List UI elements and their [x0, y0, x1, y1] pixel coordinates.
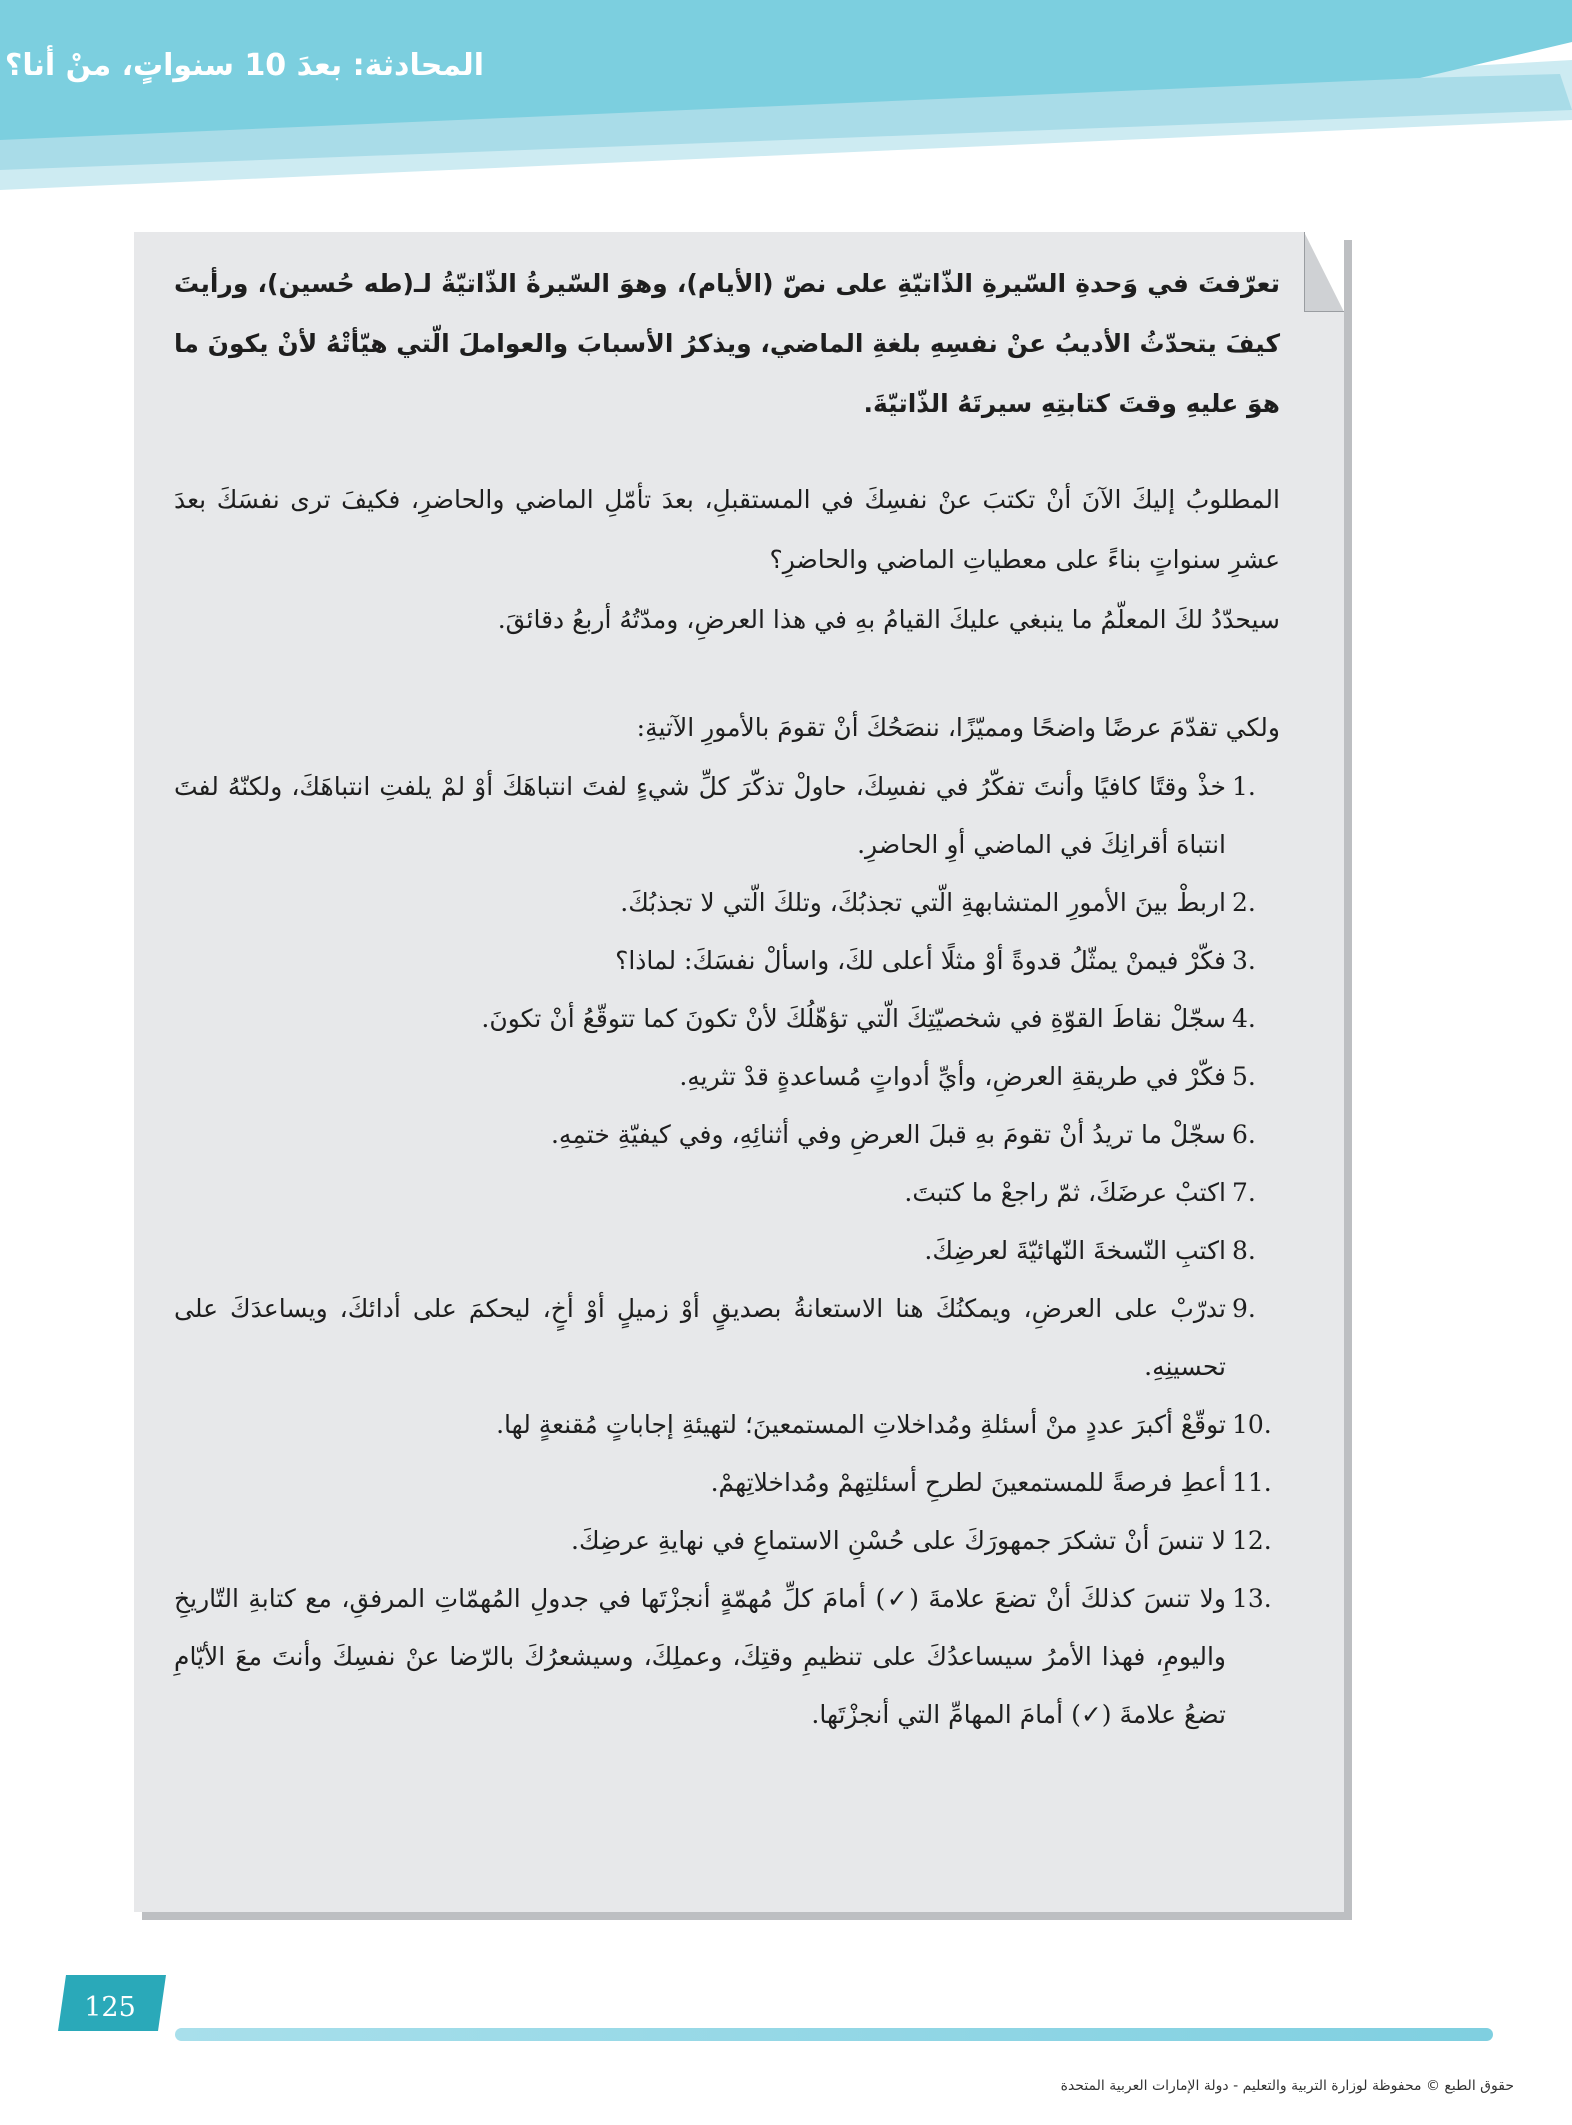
step-item [174, 1164, 1280, 1222]
step-number: 9. [1232, 1294, 1256, 1323]
step-item [174, 1512, 1280, 1570]
step-number: 8. [1232, 1236, 1256, 1265]
step-number: 5. [1232, 1062, 1256, 1091]
step-text: تدرّبْ على العرضِ، ويمكنُكَ هنا الاستعانةُ بصديقٍ أوْ زميلٍ أوْ أخٍ، ليحكمَ على أدائكَ، ويساعدَكَ على تحسينِهِ. [174, 1294, 1226, 1381]
step-number: 3. [1232, 946, 1256, 975]
footer-bar [175, 2028, 1493, 2041]
spacer [174, 650, 1280, 698]
step-number: 13. [1232, 1584, 1272, 1613]
step-text: فكّرْ في طريقةِ العرضِ، وأيِّ أدواتٍ مُساعدةٍ قدْ تثريهِ. [679, 1062, 1226, 1091]
step-text: أعطِ فرصةً للمستمعينَ لطرحِ أسئلتِهمْ ومُداخلاتِهمْ. [710, 1468, 1226, 1497]
banner-shape [0, 0, 1572, 200]
step-item [174, 1454, 1280, 1512]
page-fold-icon [1304, 232, 1344, 312]
step-text: سجّلْ ما تريدُ أنْ تقومَ بهِ قبلَ العرضِ وفي أثنائِهِ، وفي كيفيّةِ ختمِهِ. [550, 1120, 1226, 1149]
step-number: 2. [1232, 888, 1256, 917]
copyright-text: حقوق الطبع © محفوظة لوزارة التربية والتعليم - دولة الإمارات العربية المتحدة [1060, 2078, 1514, 2094]
header-banner [0, 0, 1572, 200]
steps-list [174, 758, 1280, 1744]
step-number: 10. [1232, 1410, 1272, 1439]
step-item [174, 990, 1280, 1048]
step-item [174, 1396, 1280, 1454]
step-number: 7. [1232, 1178, 1256, 1207]
step-item [174, 1048, 1280, 1106]
step-text: خذْ وقتًا كافيًا وأنتَ تفكّرُ في نفسِكَ، حاولْ تذكّرَ كلِّ شيءٍ لفتَ انتباهَكَ أوْ لمْ يلفتِ انتباهَكَ، ولكنّهُ لفتَ انتباهَ أقرانِكَ في الماضي أوِ الحاضرِ. [174, 772, 1226, 859]
advice-intro: ولكي تقدّمَ عرضًا واضحًا ومميّزًا، ننصَحُكَ أنْ تقومَ بالأمورِ الآتيةِ: [636, 713, 1280, 742]
step-number: 12. [1232, 1526, 1272, 1555]
step-text: ولا تنسَ كذلكَ أنْ تضعَ علامةَ (✓) أمامَ كلِّ مُهمّةٍ أنجزْتَها في جدولِ المُهمّاتِ المرفقِ، مع كتابةِ التّاريخِ واليومِ، فهذا الأمرُ سيساعدُكَ على تنظيمِ وقتِكَ، وعملِكَ، وسيشعرُكَ بالرّضا عنْ نفسِكَ وأنتَ معَ الأيّامِ تضعُ علامةَ (✓) أمامَ المهامِّ التي أنجزْتَها. [174, 1584, 1226, 1729]
task-paragraph: المطلوبُ إليكَ الآنَ أنْ تكتبَ عنْ نفسِكَ في المستقبلِ، بعدَ تأمّلِ الماضي والحاضرِ، فكيفَ ترى نفسَكَ بعدَ عشرِ سنواتٍ بناءً على معطياتِ الماضي والحاضرِ؟ [174, 485, 1280, 574]
step-text: لا تنسَ أنْ تشكرَ جمهورَكَ على حُسْنِ الاستماعِ في نهايةِ عرضِكَ. [571, 1526, 1226, 1555]
step-item [174, 932, 1280, 990]
step-item [174, 874, 1280, 932]
step-text: سجّلْ نقاطَ القوّةِ في شخصيّتِكَ الّتي تؤهّلُكَ لأنْ تكونَ كما تتوقّعُ أنْ تكونَ. [481, 1004, 1226, 1033]
step-number: 6. [1232, 1120, 1256, 1149]
teacher-note: سيحدّدُ لكَ المعلّمُ ما ينبغي عليكَ القيامُ بهِ في هذا العرضِ، ومدّتُهُ أربعُ دقائقَ. [497, 605, 1280, 634]
step-number: 11. [1232, 1468, 1272, 1497]
instruction-card [134, 232, 1344, 1912]
page-title: المحادثة: بعدَ 10 سنواتٍ، منْ أنا؟ [4, 48, 484, 83]
step-item [174, 1222, 1280, 1280]
step-number: 1. [1232, 772, 1256, 801]
step-item [174, 1106, 1280, 1164]
step-item [174, 758, 1280, 874]
intro-paragraph: تعرّفتَ في وَحدةِ السّيرةِ الذّاتيّةِ على نصّ (الأيام)، وهوَ السّيرةُ الذّاتيّةُ لـ(طه حُسين)، ورأيتَ كيفَ يتحدّثُ الأديبُ عنْ نفسِهِ بلغةِ الماضي، ويذكرُ الأسبابَ والعواملَ الّتي هيّأتْهُ لأنْ يكونَ ما هوَ عليهِ وقتَ كتابتِهِ سيرتَهُ الذّاتيّةَ. [174, 269, 1280, 418]
step-text: اربطْ بينَ الأمورِ المتشابهةِ الّتي تجذبُكَ، وتلكَ الّتي لا تجذبُكَ. [620, 888, 1226, 917]
step-text: فكّرْ فيمنْ يمثّلُ قدوةً أوْ مثلًا أعلى لكَ، واسألْ نفسَكَ: لماذا؟ [615, 946, 1226, 975]
step-item [174, 1570, 1280, 1744]
step-text: اكتبِ النّسخةَ النّهائيّةَ لعرضِكَ. [924, 1236, 1226, 1265]
step-number: 4. [1232, 1004, 1256, 1033]
step-item [174, 1280, 1280, 1396]
step-text: توقّعْ أكبرَ عددٍ منْ أسئلةِ ومُداخلاتِ المستمعينَ؛ لتهيئةِ إجاباتٍ مُقنعةٍ لها. [496, 1410, 1226, 1439]
step-text: اكتبْ عرضَكَ، ثمّ راجعْ ما كتبتَ. [904, 1178, 1226, 1207]
page-number: 125 [84, 1992, 136, 2023]
card-content [174, 254, 1280, 1744]
